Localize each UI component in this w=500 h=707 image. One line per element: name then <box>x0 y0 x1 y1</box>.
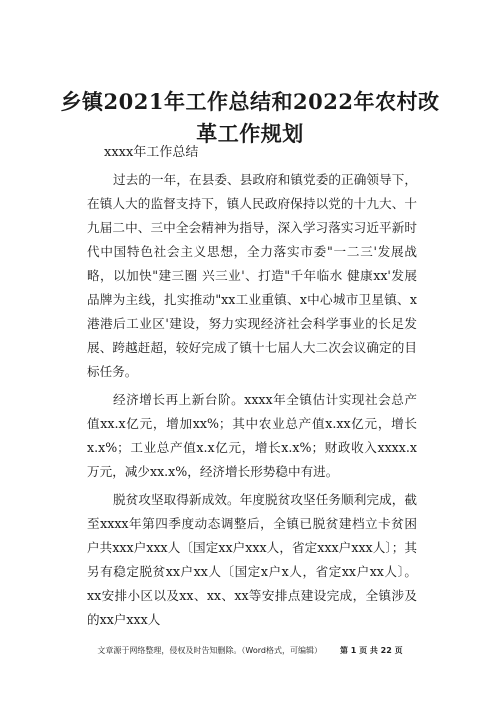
document-body <box>87 168 417 636</box>
document-title: 乡镇2021年工作总结和2022年农村改革工作规划 <box>60 89 440 146</box>
page-footer <box>0 645 500 657</box>
section-heading: xxxx年工作总结 <box>104 145 199 160</box>
footer-note: 文章源于网络整理，侵权及时告知删除。（Word格式，可编辑） <box>97 646 322 655</box>
body-paragraph: 脱贫攻坚取得新成效。年度脱贫攻坚任务顺利完成，截至xxxx年第四季度动态调整后，全镇已脱贫建档立卡贫困户共xxx户xxx人〔国定xx户xxx人，省定xxx户xxx人〕；其另有稳定脱贫xx户xx人〔国定x户x人，省定xx户xx人〕。xx安排小区以及xx、xx、xx等安排点建设完成，全镇涉及的xx户xxx人 <box>87 492 417 627</box>
page-number: 第 1 页 共 22 页 <box>339 646 403 655</box>
body-paragraph: 过去的一年，在县委、县政府和镇党委的正确领导下，在镇人大的监督支持下，镇人民政府保持以党的十九大、十九届二中、三中全会精神为指导，深入学习落实习近平新时代中国特色社会主义思想，全力落实市委"一二三'发展战略，以加快"建三圈 兴三业'、打造"千年临水 健康xx'发展品牌为主线，扎实推动"xx工业重镇、x中心城市卫星镇、x港港后工业区'建设，努力实现经济社会科学事业的长足发展、跨越赶超，较好完成了镇十七届人大二次会议确定的目标任务。 <box>87 172 417 379</box>
body-paragraph: 经济增长再上新台阶。xxxx年全镇估计实现社会总产值xx.x亿元，增加xx%；其中农业总产值x.xx亿元，增长x.x%；工业总产值x.x亿元，增长x.x%；财政收入xxxx.x万元，减少xx.x%，经济增长形势稳中有进。 <box>87 392 417 479</box>
